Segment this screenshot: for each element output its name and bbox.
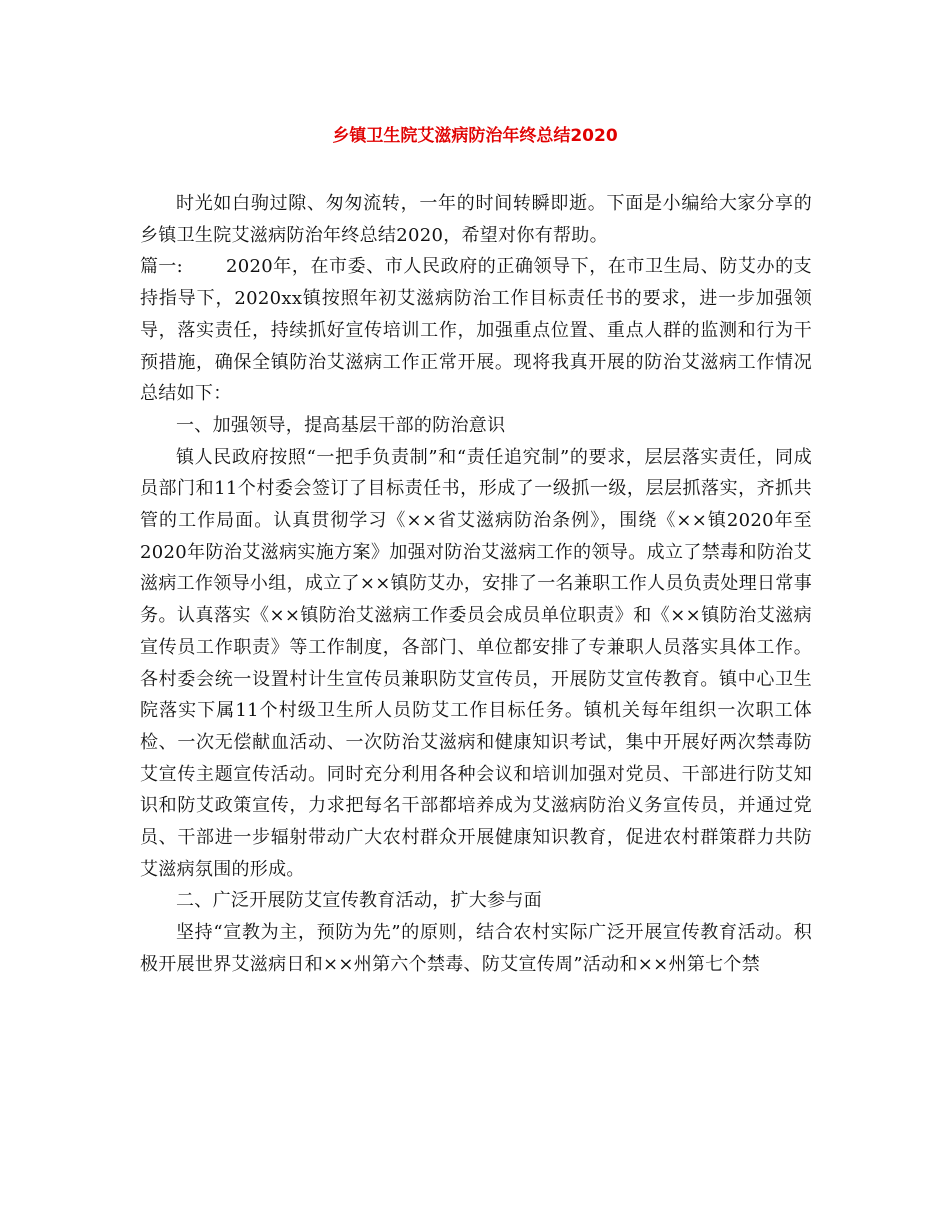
- section-heading-1: 一、加强领导，提高基层干部的防治意识: [176, 414, 506, 436]
- section-2-paragraph: 坚持“宣教为主，预防为先”的原则，结合农村实际广泛开展宣传教育活动。积极开展世界艾滋病日和××州第六个禁毒、防艾宣传周”活动和××州第七个禁: [140, 922, 812, 975]
- document-body: [140, 188, 812, 981]
- section-1-paragraph: 镇人民政府按照“一把手负责制”和“责任追究制”的要求，层层落实责任，同成员部门和11个村委会签订了目标责任书，形成了一级抓一级，层层抓落实，齐抓共管的工作局面。认真贯彻学习《××省艾滋病防治条例》，围绕《××镇2020年至2020年防治艾滋病实施方案》加强对防治艾滋病工作的领导。成立了禁毒和防治艾滋病工作领导小组，成立了××镇防艾办，安排了一名兼职工作人员负责处理日常事务。认真落实《××镇防治艾滋病工作委员会成员单位职责》和《××镇防治艾滋病宣传员工作职责》等工作制度，各部门、单位都安排了专兼职人员落实具体工作。各村委会统一设置村计生宣传员兼职防艾宣传员，开展防艾宣传教育。镇中心卫生院落实下属11个村级卫生所人员防艾工作目标任务。镇机关每年组织一次职工体检、一次无偿献血活动、一次防治艾滋病和健康知识考试，集中开展好两次禁毒防艾宣传主题宣传活动。同时充分利用各种会议和培训加强对党员、干部进行防艾知识和防艾政策宣传，力求把每名干部都培养成为艾滋病防治义务宣传员，并通过党员、干部进一步辐射带动广大农村群众开展健康知识教育，促进农村群策群力共防艾滋病氛围的形成。: [140, 446, 812, 880]
- intro-paragraph: 时光如白驹过隙、匆匆流转，一年的时间转瞬即逝。下面是小编给大家分享的乡镇卫生院艾滋病防治年终总结2020，希望对你有帮助。: [140, 193, 812, 246]
- part-one-label: 篇一:: [140, 256, 183, 278]
- section-heading-2: 二、广泛开展防艾宣传教育活动，扩大参与面: [176, 890, 542, 912]
- part-one-text: 2020年，在市委、市人民政府的正确领导下，在市卫生局、防艾办的支持指导下，2020xx镇按照年初艾滋病防治工作目标责任书的要求，进一步加强领导，落实责任，持续抓好宣传培训工作，加强重点位置、重点人群的监测和行为干预措施，确保全镇防治艾滋病工作正常开展。现将我真开展的防治艾滋病工作情况总结如下：: [140, 256, 812, 405]
- part-one-paragraph: [140, 251, 812, 410]
- document-title: 乡镇卫生院艾滋病防治年终总结2020: [332, 126, 618, 146]
